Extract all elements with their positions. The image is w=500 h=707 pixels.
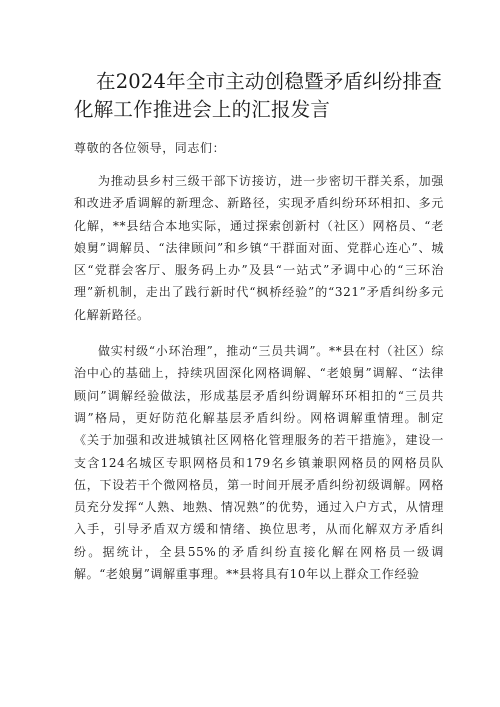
- salutation: 尊敬的各位领导，同志们：: [74, 141, 226, 155]
- body-paragraph-village-governance: 做实村级“小环治理”，推动“三员共调”。**县在村（社区）综治中心的基础上，持续巩固深化网格调解、“老娘舅”调解、“法律顾问”调解经验做法，形成基层矛盾纠纷调解环环相扣的“三员共调”格局，更好防范化解基层矛盾纠纷。网格调解重情理。制定《关于加强和改进城镇社区网格化管理服务的若干措施》，建设一支含124名城区专职网格员和179名乡镇兼职网格员的网格员队伍，下设若干个微网格员，第一时间开展矛盾纠纷初级调解。网格员充分发挥“人熟、地熟、情况熟”的优势，通过入户方式，从情理入手，引导矛盾双方缓和情绪、换位思考，从而化解双方矛盾纠纷。据统计，全县55%的矛盾纠纷直接化解在网格员一级调解。“老娘舅”调解重事理。**县将具有10年以上群众工作经验: [74, 344, 444, 582]
- body-paragraph-intro: 为推动县乡村三级干部下访接访，进一步密切干群关系，加强和改进矛盾调解的新理念、新路径，实现矛盾纠纷环环相扣、多元化解，**县结合本地实际，通过探索创新村（社区）网格员、“老娘舅”调解员、“法律顾问”和乡镇“干群面对面、党群心连心”、城区“党群会客厅、服务码上办”及县“一站式”矛调中心的“三环治理”新机制，走出了践行新时代“枫桥经验”的“321”矛盾纠纷多元化解新路径。: [74, 174, 444, 322]
- document-title: 在2024年全市主动创稳暨矛盾纠纷排查化解工作推进会上的汇报发言: [74, 70, 442, 121]
